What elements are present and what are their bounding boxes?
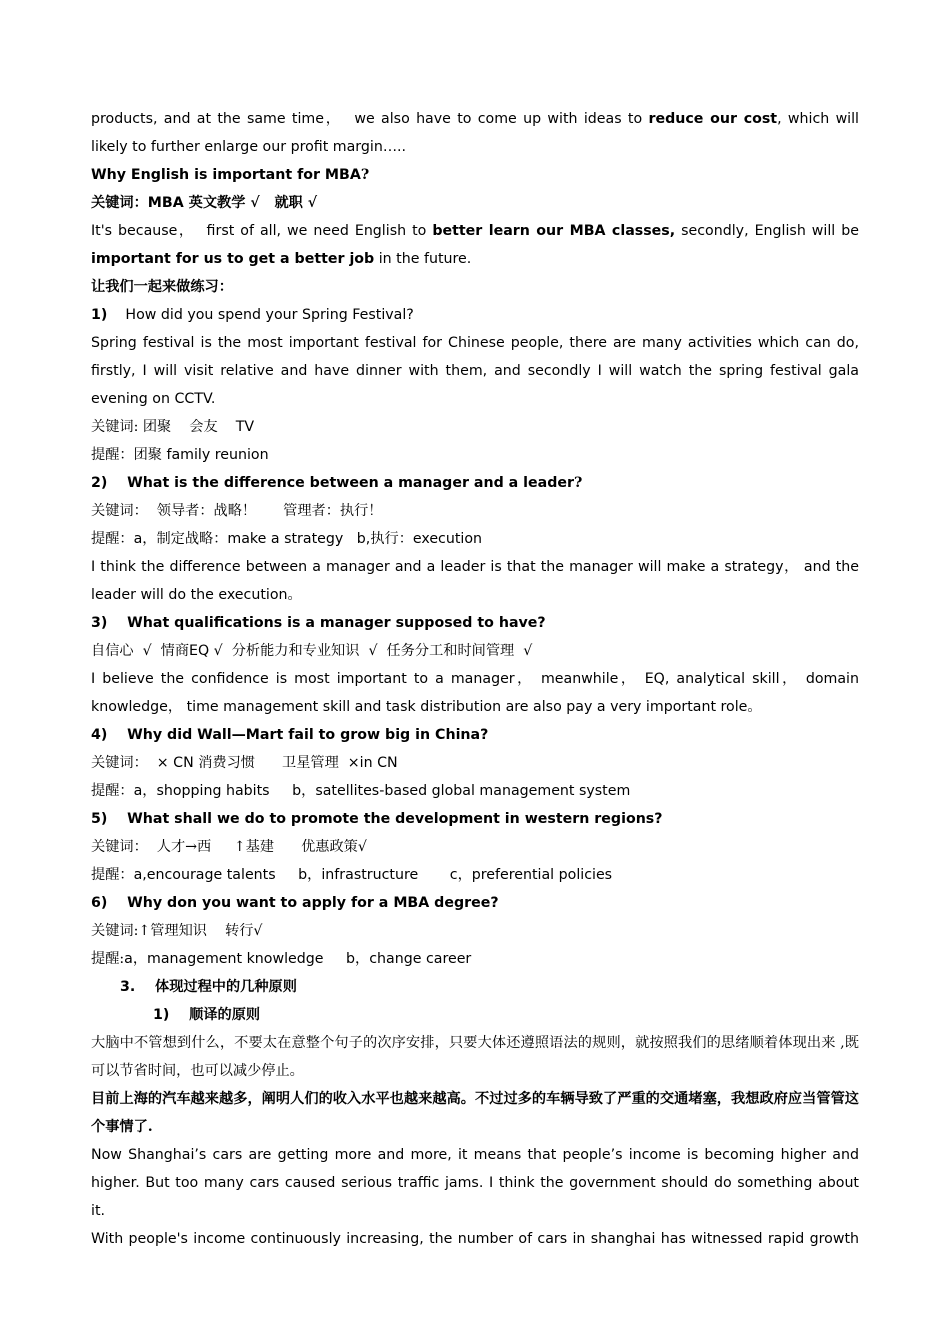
text: make a strategy b, (227, 531, 371, 547)
paragraph-line (91, 105, 859, 133)
tip-line (91, 777, 859, 805)
text: 提醒： (91, 531, 134, 547)
tip-line (91, 441, 859, 469)
text: execution (412, 531, 483, 547)
paragraph-line: likely to further enlarge our profit margin….. (91, 139, 407, 155)
text: a，management knowledge b，change career (124, 951, 472, 967)
text: 提醒： (91, 783, 134, 799)
section-heading (91, 973, 859, 1001)
text: ×in CN (347, 755, 398, 771)
keywords-line: 关键词： 领导者：战略！ 管理者：执行！ (91, 503, 383, 519)
question-number: 2) (91, 475, 108, 491)
section-heading (91, 161, 859, 189)
text: 关键词： (91, 195, 148, 211)
heading-text: 顺译的原则 (189, 1007, 261, 1023)
keywords-line (91, 749, 859, 777)
heading-number: 3. (120, 979, 136, 995)
text: 执行： (370, 531, 413, 547)
paragraph-zh: 大脑中不管想到什么，不要太在意整个句子的次序安排，只要大体还遵照语法的规则，就按照我们的思绪顺着体现出来 ,既可以节省时间，也可以减少停止。 (91, 1035, 859, 1079)
paragraph-en: With people's income continuously increasing, the number of cars in shanghai has witnessed rapid growth (91, 1231, 859, 1247)
heading-text: 体现过程中的几种原则 (155, 979, 297, 995)
text: secondly, English will be (675, 223, 859, 239)
question-text: How did you spend your Spring Festival? (125, 307, 414, 323)
paragraph-line (91, 245, 859, 273)
answer-2: I think the difference between a manager and a leader is that the manager will make a strategy， and the leader will do the execution。 (91, 559, 859, 603)
question-text: ? (574, 475, 583, 491)
keywords-line (91, 637, 859, 665)
text: 自信心 √ 情商 (91, 643, 190, 659)
question-text: Why did Wall—Mart fail to grow big in China? (127, 727, 489, 743)
text: products, and at the same time， we also have to come up with ideas to (91, 111, 649, 127)
question-1 (91, 301, 859, 329)
text: TV (235, 419, 255, 435)
text: EQ √ (189, 643, 223, 659)
question-number: 1) (91, 307, 108, 323)
heading-text: Why English is important for MBA (91, 167, 361, 183)
question-2 (91, 469, 859, 497)
text: MBA (147, 195, 184, 211)
text: 提醒: (91, 951, 125, 967)
question-4 (91, 721, 859, 749)
answer-1: Spring festival is the most important festival for Chinese people, there are many activities which can do, firstly, I will visit relative and have dinner with them, and secondly I will watch the spring festival gala evening on CCTV. (91, 335, 859, 407)
bold-text: important for us to get a better job (91, 251, 375, 267)
question-text: What qualifications is a manager supposed to have? (127, 615, 546, 631)
question-6 (91, 889, 859, 917)
text: a,encourage talents b，infrastructure c，preferential policies (133, 867, 613, 883)
question-number: 4) (91, 727, 108, 743)
bold-text: better learn our MBA classes, (432, 223, 676, 239)
text: × CN (156, 755, 194, 771)
bold-text: reduce our cost (648, 111, 778, 127)
question-text: What is the difference between a manager and a leader (127, 475, 575, 491)
paragraph-zh-bold: 目前上海的汽车越来越多，阐明人们的收入水平也越来越高。不过过多的车辆导致了严重的交通堵塞，我想政府应当管管这个事情了. (91, 1091, 859, 1135)
question-text: What shall we do to promote the development in western regions? (127, 811, 663, 827)
question-5 (91, 805, 859, 833)
keywords-line (91, 413, 859, 441)
text: 提醒：团聚 (91, 447, 167, 463)
question-number: 6) (91, 895, 108, 911)
question-number: 3) (91, 615, 108, 631)
text: 英文教学 √ 就职 √ (188, 195, 318, 211)
question-3 (91, 609, 859, 637)
practice-heading: 让我们一起来做练习： (91, 279, 233, 295)
text: a，shopping habits b，satellites-based global management system (133, 783, 631, 799)
text: 关键词: 团聚 会友 (91, 419, 236, 435)
heading-text: ? (360, 167, 370, 183)
heading-number: 1) (153, 1007, 170, 1023)
paragraph-line (91, 217, 859, 245)
tip-line (91, 861, 859, 889)
text: in the future. (374, 251, 472, 267)
tip-line (91, 525, 859, 553)
text: It's because， first of all, we need English to (91, 223, 433, 239)
text: 关键词： (91, 755, 157, 771)
document-body (91, 105, 859, 1253)
question-number: 5) (91, 811, 108, 827)
keywords-line: 关键词:↑管理知识 转行√ (91, 923, 263, 939)
text: 制定战略： (156, 531, 228, 547)
answer-3: I believe the confidence is most important to a manager， meanwhile， EQ, analytical skill， domain knowledge， time management skill and task distribution are also pay a very important role。 (91, 671, 859, 715)
paragraph-en: Now Shanghai’s cars are getting more and more, it means that people’s income is becoming higher and higher. But too many cars caused serious traffic jams. I think the government should do something about it. (91, 1147, 859, 1219)
text: 分析能力和专业知识 √ 任务分工和时间管理 √ (222, 643, 533, 659)
keywords-line: 关键词： 人才→西 ↑基建 优惠政策√ (91, 839, 367, 855)
text: 消费习惯 卫星管理 (193, 755, 348, 771)
text: , which will (777, 111, 859, 127)
question-text: Why don you want to apply for a MBA degree? (127, 895, 499, 911)
subsection-heading (91, 1001, 859, 1029)
tip-line (91, 945, 859, 973)
text: family reunion (166, 447, 269, 463)
text: a， (133, 531, 157, 547)
keywords-line (91, 189, 859, 217)
text: 提醒： (91, 867, 134, 883)
